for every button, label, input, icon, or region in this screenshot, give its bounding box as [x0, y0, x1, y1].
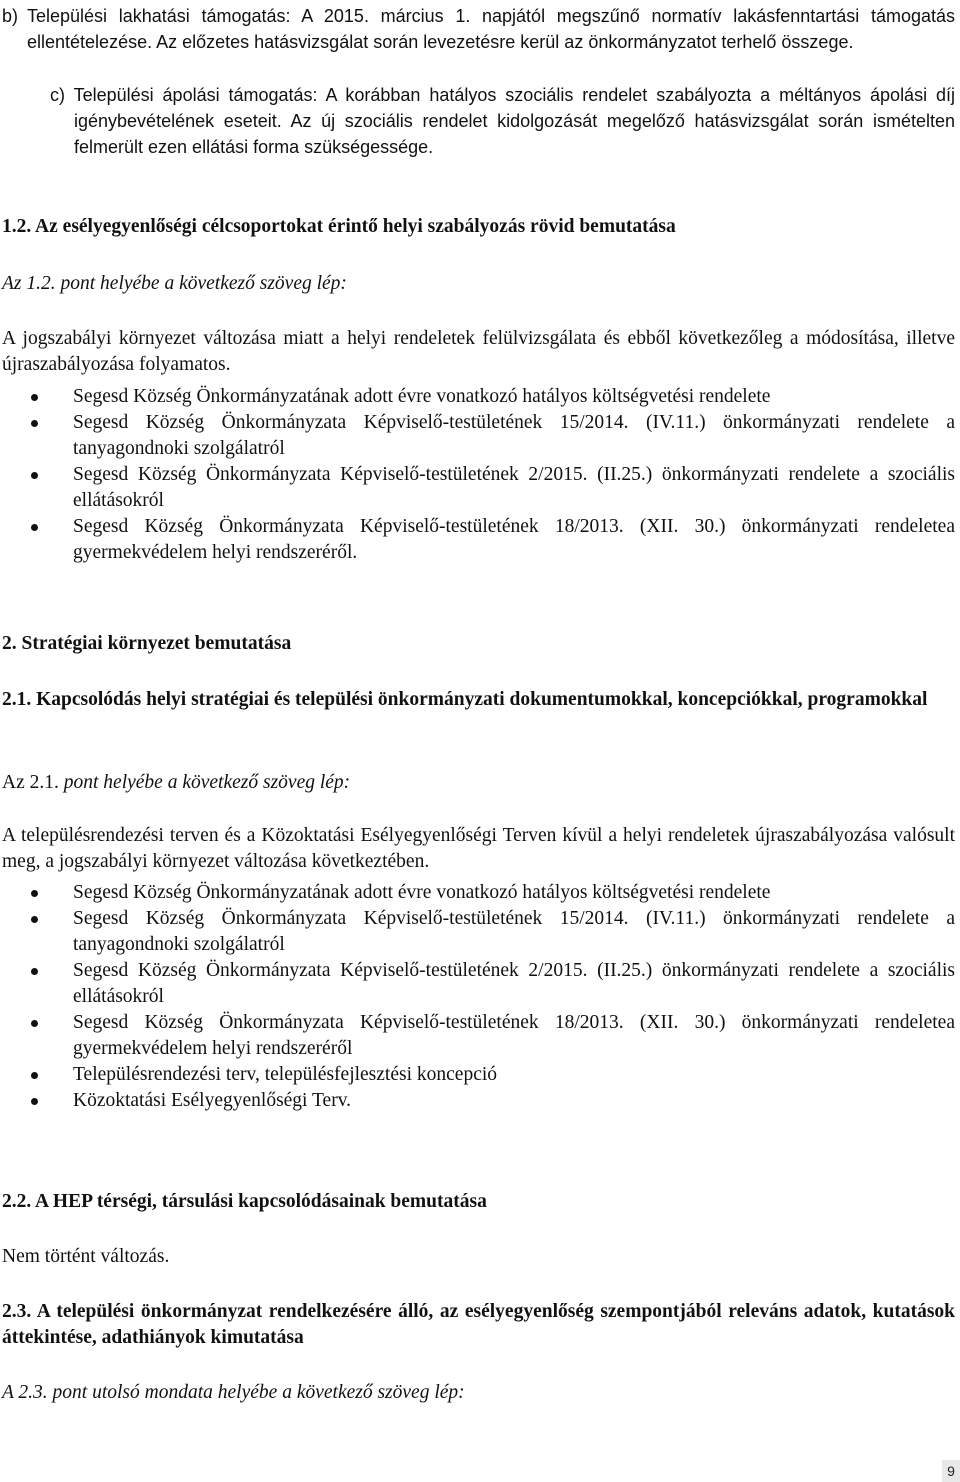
list-item: Településrendezési terv, településfejlesztési koncepció: [73, 1062, 955, 1088]
section-2-heading: 2. Stratégiai környezet bemutatása: [2, 633, 292, 654]
bullet-icon: [31, 1072, 38, 1079]
list-item: Segesd Község Önkormányzatának adott évre vonatkozó hatályos költségvetési rendelete: [73, 880, 955, 906]
bullet-icon: [31, 1020, 38, 1027]
section-2-1-heading: 2.1. Kapcsolódás helyi stratégiai és települési önkormányzati dokumentumokkal, koncepciókkal, programokkal: [2, 689, 928, 710]
bullet-icon: [31, 968, 38, 975]
section-1-2-paragraph: A jogszabályi környezet változása miatt a helyi rendeletek felülvizsgálata és ebből következőleg a módosítása, illetve újraszabályozása folyamatos.: [2, 328, 955, 375]
section-2-1-paragraph: A településrendezési terven és a Közoktatási Esélyegyenlőségi Terven kívül a helyi rendeletek újraszabályozása valósult meg, a jogszabályi környezet változása következtében.: [2, 825, 955, 872]
list-item: Segesd Község Önkormányzata Képviselő-testületének 18/2013. (XII. 30.) önkormányzati rendeletea gyermekvédelem helyi rendszeréről.: [73, 514, 955, 566]
list-item: Segesd Község Önkormányzata Képviselő-testületének 2/2015. (II.25.) önkormányzati rendelete a szociális ellátásokról: [73, 462, 955, 514]
bullet-icon: [31, 916, 38, 923]
section-1-2-bullet-list: [73, 384, 955, 566]
list-item-c-text: c) Települési ápolási támogatás: A korábban hatályos szociális rendelet szabályozta a méltányos ápolási díj igénybevételének eseteit. Az új szociális rendelet kidolgozását megelőző hatásvizsgálat során ismételten felmerült ezen ellátási forma szükségessége.: [50, 85, 955, 157]
bullet-icon: [31, 472, 38, 479]
list-label-b: b): [2, 6, 19, 26]
list-item-b-text: Települési lakhatási támogatás: A 2015. március 1. napjától megszűnő normatív lakásfenntartási támogatás ellentételezése. Az előzetes hatásvizsgálat során levezetésre kerül az önkormányzatot terhelő összege.: [27, 6, 955, 52]
section-1-2-replace-note: Az 1.2. pont helyébe a következő szöveg lép:: [2, 273, 347, 294]
bullet-icon: [31, 890, 38, 897]
bullet-icon: [31, 1098, 38, 1105]
bullet-icon: [31, 524, 38, 531]
list-item: Segesd Község Önkormányzata Képviselő-testületének 2/2015. (II.25.) önkormányzati rendelete a szociális ellátásokról: [73, 958, 955, 1010]
list-item: Közoktatási Esélyegyenlőségi Terv.: [73, 1088, 955, 1114]
list-item-b: [2, 3, 955, 55]
list-item: Segesd Község Önkormányzata Képviselő-testületének 18/2013. (XII. 30.) önkormányzati rendeletea gyermekvédelem helyi rendszeréről: [73, 1010, 955, 1062]
page-number: 9: [942, 1460, 960, 1482]
section-2-2-text: Nem történt változás.: [2, 1246, 170, 1267]
section-1-2-heading: 1.2. Az esélyegyenlőségi célcsoportokat érintő helyi szabályozás rövid bemutatása: [2, 216, 676, 237]
section-2-2-heading: 2.2. A HEP térségi, társulási kapcsolódásainak bemutatása: [2, 1191, 487, 1212]
bullet-icon: [31, 420, 38, 427]
list-item: Segesd Község Önkormányzata Képviselő-testületének 15/2014. (IV.11.) önkormányzati rendelete a tanyagondnoki szolgálatról: [73, 906, 955, 958]
list-item: Segesd Község Önkormányzata Képviselő-testületének 15/2014. (IV.11.) önkormányzati rendelete a tanyagondnoki szolgálatról: [73, 410, 955, 462]
section-2-1-replace-note: Az 2.1. pont helyébe a következő szöveg lép:: [2, 772, 351, 793]
section-2-1-bullet-list: [73, 880, 955, 1114]
section-2-3-heading: 2.3. A települési önkormányzat rendelkezésére álló, az esélyegyenlőség szempontjából releváns adatok, kutatások áttekintése, adathiányok kimutatása: [2, 1301, 955, 1348]
bullet-icon: [31, 394, 38, 401]
section-2-3-replace-note: A 2.3. pont utolsó mondata helyébe a következő szöveg lép:: [2, 1382, 465, 1403]
list-item: Segesd Község Önkormányzatának adott évre vonatkozó hatályos költségvetési rendelete: [73, 384, 955, 410]
